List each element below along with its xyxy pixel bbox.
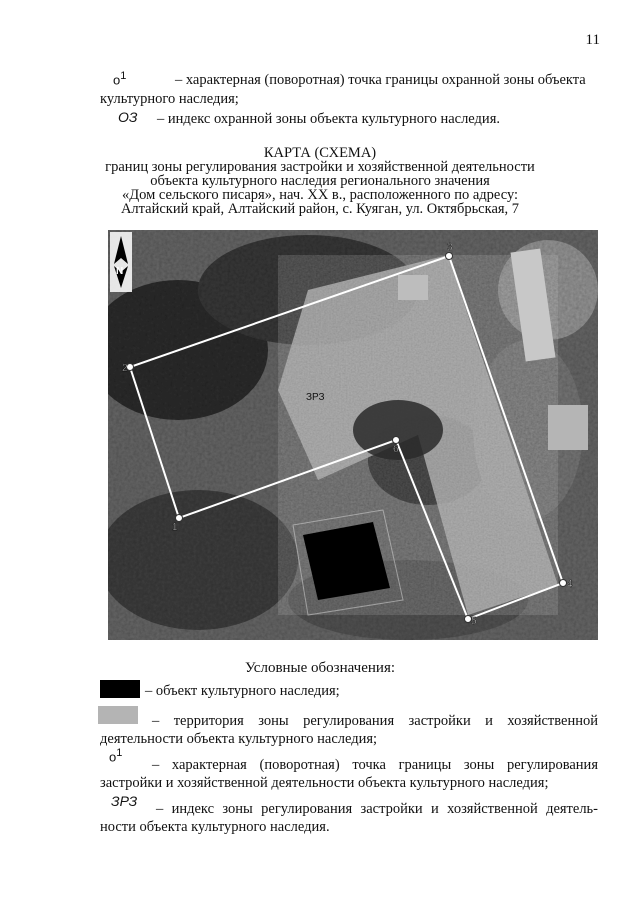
point-6: [393, 437, 400, 444]
legend-object-swatch: [100, 680, 140, 698]
legend-zone-text-line2: деятельности объекта культурного наследия;: [100, 731, 378, 747]
legend-point-number: 1: [116, 747, 123, 759]
point-description-line2: культурного наследия;: [100, 91, 239, 107]
index-description: – индекс охранной зоны объекта культурного наследия.: [157, 111, 500, 127]
building-right-2: [548, 405, 588, 450]
legend-point-text-line2: застройки и хозяйственной деятельности объекта культурного наследия;: [100, 775, 549, 791]
legend-point-marker: [109, 747, 122, 764]
building-top: [398, 275, 428, 300]
zone-label: ЗРЗ: [306, 392, 325, 403]
point-4: [560, 580, 567, 587]
point-label-1: 1: [172, 522, 178, 533]
point-label-5: 5: [471, 616, 477, 627]
north-label: N: [116, 266, 124, 277]
legend-object-text: – объект культурного наследия;: [145, 683, 340, 699]
legend-index-text-line2: ности объекта культурного наследия.: [100, 819, 330, 835]
point-label-6: 6: [393, 444, 399, 455]
map-subtitle-line4: Алтайский край, Алтайский район, с. Куяган, ул. Октябрьская, 7: [120, 201, 520, 217]
legend-zone-text-line1: – территория зоны регулирования застройки и хозяйственной: [152, 713, 598, 729]
point-label-4: 4: [567, 579, 573, 590]
point-description-line1: – характерная (поворотная) точка границы охранной зоны объекта: [175, 72, 586, 88]
point-marker-number: 1: [120, 70, 127, 82]
index-code: ОЗ: [118, 109, 138, 125]
point-1: [176, 515, 183, 522]
legend-heading: Условные обозначения:: [244, 660, 396, 676]
satellite-map: [108, 230, 598, 640]
map-title: КАРТА (СХЕМА): [263, 145, 377, 161]
map-subtitle-line2: объекта культурного наследия регионального значения: [150, 173, 490, 189]
map-subtitle-line3: «Дом сельского писаря», нач. XX в., расположенного по адресу:: [121, 187, 519, 203]
north-arrow-icon: [110, 232, 132, 292]
point-label-2: 2: [122, 363, 128, 374]
legend-zone-swatch: [98, 706, 138, 724]
point-3: [446, 253, 453, 260]
legend-index-text-line1: – индекс зоны регулирования застройки и хозяйственной деятель-: [156, 801, 598, 817]
map-subtitle-line1: границ зоны регулирования застройки и хозяйственной деятельности: [105, 159, 535, 175]
page-number: 11: [585, 32, 600, 48]
map-canvas: [108, 230, 598, 640]
legend-point-symbol: о: [109, 749, 117, 765]
point-marker-symbol: о: [113, 72, 121, 88]
legend-index-code: ЗРЗ: [111, 793, 138, 809]
point-label-3: 3: [447, 242, 453, 253]
legend-point-text-line1: – характерная (поворотная) точка границы зоны регулирования: [152, 757, 598, 773]
point-marker: [113, 70, 126, 87]
